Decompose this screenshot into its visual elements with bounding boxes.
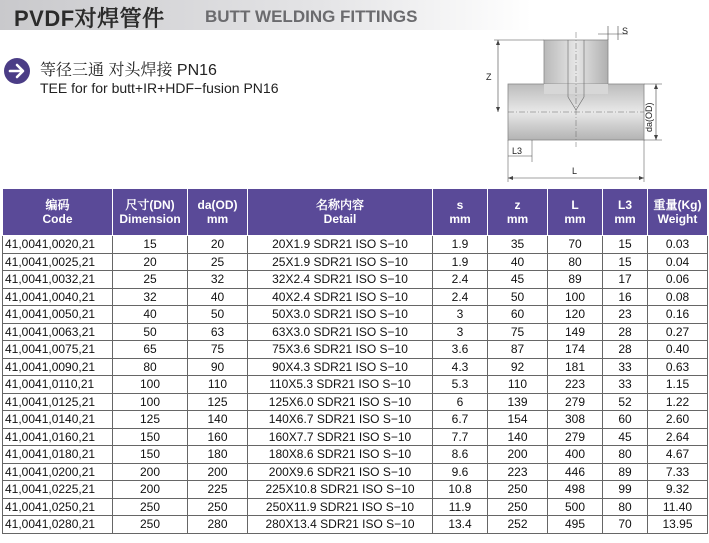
cell-l3: 80 bbox=[603, 446, 648, 464]
dim-label-s: S bbox=[622, 26, 629, 36]
table-row bbox=[3, 446, 708, 464]
cell-detail: 75X3.6 SDR21 ISO S−10 bbox=[248, 341, 433, 359]
cell-z: 60 bbox=[488, 306, 548, 324]
cell-weight: 0.04 bbox=[648, 253, 708, 271]
cell-l: 279 bbox=[548, 428, 603, 446]
cell-z: 252 bbox=[488, 516, 548, 534]
cell-dimension: 15 bbox=[113, 236, 188, 254]
cell-l: 100 bbox=[548, 288, 603, 306]
cell-da: 125 bbox=[188, 393, 248, 411]
cell-l: 181 bbox=[548, 358, 603, 376]
cell-detail: 160X7.7 SDR21 ISO S−10 bbox=[248, 428, 433, 446]
cell-z: 50 bbox=[488, 288, 548, 306]
cell-s: 3.6 bbox=[433, 341, 488, 359]
cell-s: 2.4 bbox=[433, 288, 488, 306]
cell-detail: 280X13.4 SDR21 ISO S−10 bbox=[248, 516, 433, 534]
cell-weight: 0.40 bbox=[648, 341, 708, 359]
cell-z: 140 bbox=[488, 428, 548, 446]
table-row bbox=[3, 376, 708, 394]
cell-detail: 32X2.4 SDR21 ISO S−10 bbox=[248, 271, 433, 289]
cell-detail: 225X10.8 SDR21 ISO S−10 bbox=[248, 481, 433, 499]
cell-da: 90 bbox=[188, 358, 248, 376]
table-row bbox=[3, 481, 708, 499]
cell-detail: 25X1.9 SDR21 ISO S−10 bbox=[248, 253, 433, 271]
cell-l3: 70 bbox=[603, 516, 648, 534]
cell-da: 32 bbox=[188, 271, 248, 289]
cell-l: 495 bbox=[548, 516, 603, 534]
cell-code: 41,0041,0090,21 bbox=[3, 358, 113, 376]
cell-weight: 7.33 bbox=[648, 463, 708, 481]
cell-dimension: 80 bbox=[113, 358, 188, 376]
cell-l3: 33 bbox=[603, 358, 648, 376]
cell-dimension: 250 bbox=[113, 498, 188, 516]
cell-da: 225 bbox=[188, 481, 248, 499]
cell-code: 41,0041,0225,21 bbox=[3, 481, 113, 499]
cell-code: 41,0041,0160,21 bbox=[3, 428, 113, 446]
cell-da: 140 bbox=[188, 411, 248, 429]
cell-da: 280 bbox=[188, 516, 248, 534]
cell-dimension: 200 bbox=[113, 481, 188, 499]
table-row bbox=[3, 306, 708, 324]
cell-l3: 15 bbox=[603, 236, 648, 254]
cell-dimension: 125 bbox=[113, 411, 188, 429]
cell-detail: 50X3.0 SDR21 ISO S−10 bbox=[248, 306, 433, 324]
cell-da: 180 bbox=[188, 446, 248, 464]
col-header-l: L mm bbox=[548, 189, 603, 236]
cell-dimension: 50 bbox=[113, 323, 188, 341]
cell-code: 41,0041,0020,21 bbox=[3, 236, 113, 254]
cell-code: 41,0041,0063,21 bbox=[3, 323, 113, 341]
table-row bbox=[3, 271, 708, 289]
cell-code: 41,0041,0025,21 bbox=[3, 253, 113, 271]
tee-fitting-diagram bbox=[480, 22, 670, 190]
cell-z: 223 bbox=[488, 463, 548, 481]
cell-detail: 250X11.9 SDR21 ISO S−10 bbox=[248, 498, 433, 516]
cell-detail: 180X8.6 SDR21 ISO S−10 bbox=[248, 446, 433, 464]
cell-s: 6.7 bbox=[433, 411, 488, 429]
cell-da: 50 bbox=[188, 306, 248, 324]
cell-da: 25 bbox=[188, 253, 248, 271]
cell-s: 7.7 bbox=[433, 428, 488, 446]
cell-z: 40 bbox=[488, 253, 548, 271]
cell-detail: 110X5.3 SDR21 ISO S−10 bbox=[248, 376, 433, 394]
cell-l3: 52 bbox=[603, 393, 648, 411]
col-header-weight: 重量(Kg) Weight bbox=[648, 189, 708, 236]
cell-weight: 1.22 bbox=[648, 393, 708, 411]
cell-l3: 17 bbox=[603, 271, 648, 289]
cell-code: 41,0041,0050,21 bbox=[3, 306, 113, 324]
cell-l: 498 bbox=[548, 481, 603, 499]
cell-l3: 28 bbox=[603, 323, 648, 341]
cell-z: 45 bbox=[488, 271, 548, 289]
cell-weight: 2.60 bbox=[648, 411, 708, 429]
cell-code: 41,0041,0110,21 bbox=[3, 376, 113, 394]
cell-l3: 60 bbox=[603, 411, 648, 429]
cell-dimension: 100 bbox=[113, 393, 188, 411]
table-body bbox=[3, 236, 708, 534]
cell-s: 2.4 bbox=[433, 271, 488, 289]
cell-l: 223 bbox=[548, 376, 603, 394]
cell-code: 41,0041,0125,21 bbox=[3, 393, 113, 411]
cell-dimension: 40 bbox=[113, 306, 188, 324]
col-header-code: 编码 Code bbox=[3, 189, 113, 236]
table-row bbox=[3, 411, 708, 429]
cell-l3: 23 bbox=[603, 306, 648, 324]
cell-z: 110 bbox=[488, 376, 548, 394]
cell-weight: 2.64 bbox=[648, 428, 708, 446]
table-row bbox=[3, 516, 708, 534]
cell-z: 139 bbox=[488, 393, 548, 411]
arrow-right-icon bbox=[4, 58, 30, 84]
cell-z: 200 bbox=[488, 446, 548, 464]
col-header-detail: 名称内容 Detail bbox=[248, 189, 433, 236]
cell-s: 13.4 bbox=[433, 516, 488, 534]
cell-s: 10.8 bbox=[433, 481, 488, 499]
cell-code: 41,0041,0140,21 bbox=[3, 411, 113, 429]
cell-s: 9.6 bbox=[433, 463, 488, 481]
table-row bbox=[3, 236, 708, 254]
cell-da: 250 bbox=[188, 498, 248, 516]
cell-z: 35 bbox=[488, 236, 548, 254]
col-header-l3: L3 mm bbox=[603, 189, 648, 236]
cell-code: 41,0041,0180,21 bbox=[3, 446, 113, 464]
cell-z: 92 bbox=[488, 358, 548, 376]
cell-da: 160 bbox=[188, 428, 248, 446]
cell-l: 120 bbox=[548, 306, 603, 324]
cell-s: 1.9 bbox=[433, 236, 488, 254]
cell-da: 110 bbox=[188, 376, 248, 394]
cell-detail: 40X2.4 SDR21 ISO S−10 bbox=[248, 288, 433, 306]
cell-dimension: 65 bbox=[113, 341, 188, 359]
cell-detail: 200X9.6 SDR21 ISO S−10 bbox=[248, 463, 433, 481]
cell-z: 154 bbox=[488, 411, 548, 429]
cell-l: 400 bbox=[548, 446, 603, 464]
cell-dimension: 150 bbox=[113, 446, 188, 464]
cell-weight: 0.06 bbox=[648, 271, 708, 289]
cell-da: 40 bbox=[188, 288, 248, 306]
cell-dimension: 150 bbox=[113, 428, 188, 446]
page-title: PVDF对焊管件 bbox=[14, 6, 165, 31]
table-row bbox=[3, 323, 708, 341]
cell-l3: 89 bbox=[603, 463, 648, 481]
cell-dimension: 20 bbox=[113, 253, 188, 271]
cell-weight: 9.32 bbox=[648, 481, 708, 499]
cell-l3: 99 bbox=[603, 481, 648, 499]
cell-weight: 0.16 bbox=[648, 306, 708, 324]
cell-weight: 0.03 bbox=[648, 236, 708, 254]
cell-l: 446 bbox=[548, 463, 603, 481]
cell-da: 200 bbox=[188, 463, 248, 481]
table-row bbox=[3, 498, 708, 516]
cell-detail: 140X6.7 SDR21 ISO S−10 bbox=[248, 411, 433, 429]
cell-code: 41,0041,0040,21 bbox=[3, 288, 113, 306]
cell-code: 41,0041,0250,21 bbox=[3, 498, 113, 516]
table-row bbox=[3, 288, 708, 306]
cell-code: 41,0041,0200,21 bbox=[3, 463, 113, 481]
cell-dimension: 25 bbox=[113, 271, 188, 289]
page-subtitle: BUTT WELDING FITTINGS bbox=[205, 7, 418, 26]
cell-s: 5.3 bbox=[433, 376, 488, 394]
cell-detail: 125X6.0 SDR21 ISO S−10 bbox=[248, 393, 433, 411]
table-header-row bbox=[3, 189, 708, 236]
cell-l: 80 bbox=[548, 253, 603, 271]
col-header-da: da(OD) mm bbox=[188, 189, 248, 236]
cell-s: 1.9 bbox=[433, 253, 488, 271]
cell-l3: 33 bbox=[603, 376, 648, 394]
table-row bbox=[3, 463, 708, 481]
cell-s: 8.6 bbox=[433, 446, 488, 464]
spec-table bbox=[2, 188, 708, 534]
cell-dimension: 250 bbox=[113, 516, 188, 534]
cell-l: 149 bbox=[548, 323, 603, 341]
cell-da: 20 bbox=[188, 236, 248, 254]
dim-label-l: L bbox=[572, 166, 578, 176]
table-row bbox=[3, 393, 708, 411]
table-row bbox=[3, 253, 708, 271]
cell-detail: 20X1.9 SDR21 ISO S−10 bbox=[248, 236, 433, 254]
cell-l3: 28 bbox=[603, 341, 648, 359]
cell-l: 500 bbox=[548, 498, 603, 516]
cell-code: 41,0041,0032,21 bbox=[3, 271, 113, 289]
cell-weight: 0.08 bbox=[648, 288, 708, 306]
cell-dimension: 200 bbox=[113, 463, 188, 481]
cell-weight: 13.95 bbox=[648, 516, 708, 534]
cell-z: 87 bbox=[488, 341, 548, 359]
cell-l: 308 bbox=[548, 411, 603, 429]
cell-weight: 4.67 bbox=[648, 446, 708, 464]
cell-da: 63 bbox=[188, 323, 248, 341]
cell-weight: 1.15 bbox=[648, 376, 708, 394]
dim-label-da: da(OD) bbox=[644, 102, 654, 132]
col-header-s: s mm bbox=[433, 189, 488, 236]
cell-s: 6 bbox=[433, 393, 488, 411]
cell-l: 89 bbox=[548, 271, 603, 289]
cell-dimension: 32 bbox=[113, 288, 188, 306]
cell-z: 250 bbox=[488, 498, 548, 516]
product-name-cn: 等径三通 对头焊接 PN16 bbox=[40, 62, 217, 79]
cell-s: 4.3 bbox=[433, 358, 488, 376]
cell-weight: 11.40 bbox=[648, 498, 708, 516]
cell-detail: 63X3.0 SDR21 ISO S−10 bbox=[248, 323, 433, 341]
cell-detail: 90X4.3 SDR21 ISO S−10 bbox=[248, 358, 433, 376]
cell-z: 75 bbox=[488, 323, 548, 341]
cell-s: 3 bbox=[433, 306, 488, 324]
table-row bbox=[3, 341, 708, 359]
col-header-z: z mm bbox=[488, 189, 548, 236]
cell-dimension: 100 bbox=[113, 376, 188, 394]
cell-z: 250 bbox=[488, 481, 548, 499]
cell-code: 41,0041,0280,21 bbox=[3, 516, 113, 534]
dim-label-l3: L3 bbox=[512, 146, 523, 156]
cell-l3: 16 bbox=[603, 288, 648, 306]
table-row bbox=[3, 358, 708, 376]
cell-da: 75 bbox=[188, 341, 248, 359]
cell-weight: 0.27 bbox=[648, 323, 708, 341]
table-row bbox=[3, 428, 708, 446]
cell-l: 279 bbox=[548, 393, 603, 411]
cell-code: 41,0041,0075,21 bbox=[3, 341, 113, 359]
product-name-en: TEE for for butt+IR+HDF−fusion PN16 bbox=[40, 80, 279, 96]
cell-s: 3 bbox=[433, 323, 488, 341]
cell-l: 70 bbox=[548, 236, 603, 254]
cell-l3: 80 bbox=[603, 498, 648, 516]
cell-s: 11.9 bbox=[433, 498, 488, 516]
cell-l: 174 bbox=[548, 341, 603, 359]
cell-l3: 45 bbox=[603, 428, 648, 446]
cell-l3: 15 bbox=[603, 253, 648, 271]
cell-weight: 0.63 bbox=[648, 358, 708, 376]
col-header-dimension: 尺寸(DN) Dimension bbox=[113, 189, 188, 236]
dim-label-z: Z bbox=[486, 72, 492, 82]
